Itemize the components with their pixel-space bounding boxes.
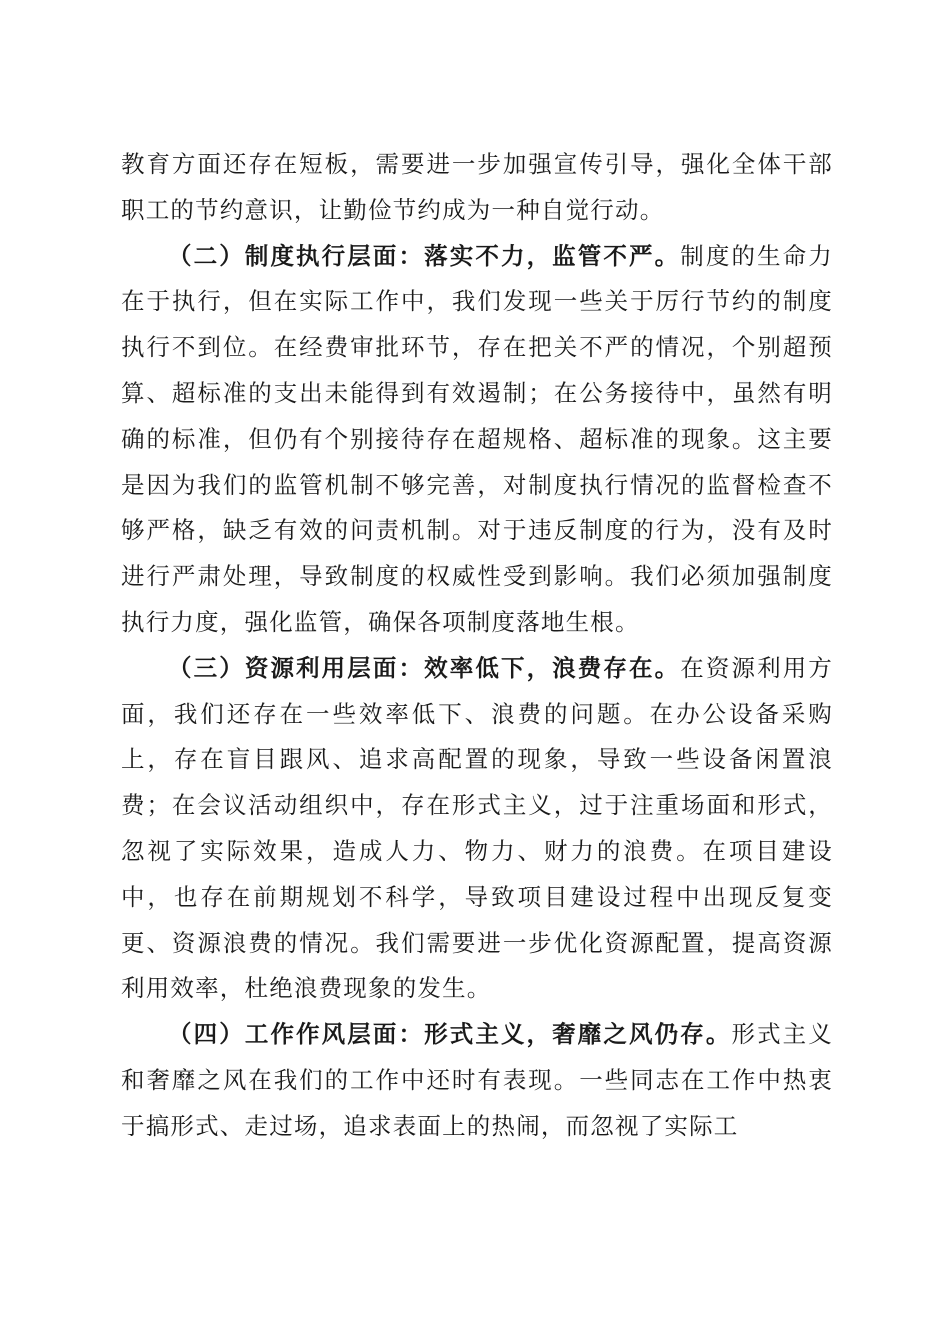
paragraph-2 <box>121 234 833 646</box>
paragraph-4-heading: （四）工作作风层面：形式主义，奢靡之风仍存。 <box>168 1020 732 1049</box>
paragraph-2-heading: （二）制度执行层面：落实不力，监管不严。 <box>168 241 681 270</box>
paragraph-1-body: 教育方面还存在短板，需要进一步加强宣传引导，强化全体干部职工的节约意识，让勤俭节约成为一种自觉行动。 <box>121 150 833 224</box>
paragraph-2-body: 制度的生命力在于执行，但在实际工作中，我们发现一些关于厉行节约的制度执行不到位。在经费审批环节，存在把关不严的情况，个别超预算、超标准的支出未能得到有效遏制；在公务接待中，虽然有明确的标准，但仍有个别接待存在超规格、超标准的现象。这主要是因为我们的监管机制不够完善，对制度执行情况的监督检查不够严格，缺乏有效的问责机制。对于违反制度的行为，没有及时进行严肃处理，导致制度的权威性受到影响。我们必须加强制度执行力度，强化监管，确保各项制度落地生根。 <box>121 241 834 636</box>
paragraph-4-body: 形式主义和奢靡之风在我们的工作中还时有表现。一些同志在工作中热衷于搞形式、走过场，追求表面上的热闹，而忽视了实际工 <box>121 1020 833 1140</box>
paragraph-1 <box>121 142 833 234</box>
paragraph-3 <box>121 646 833 1012</box>
paragraph-3-body: 在资源利用方面，我们还存在一些效率低下、浪费的问题。在办公设备采购上，存在盲目跟风、追求高配置的现象，导致一些设备闲置浪费；在会议活动组织中，存在形式主义，过于注重场面和形式，忽视了实际效果，造成人力、物力、财力的浪费。在项目建设中，也存在前期规划不科学，导致项目建设过程中出现反复变更、资源浪费的情况。我们需要进一步优化资源配置，提高资源利用效率，杜绝浪费现象的发生。 <box>121 653 834 1003</box>
paragraph-4 <box>121 1012 833 1149</box>
document-body <box>121 142 833 1150</box>
paragraph-3-heading: （三）资源利用层面：效率低下，浪费存在。 <box>168 653 681 682</box>
